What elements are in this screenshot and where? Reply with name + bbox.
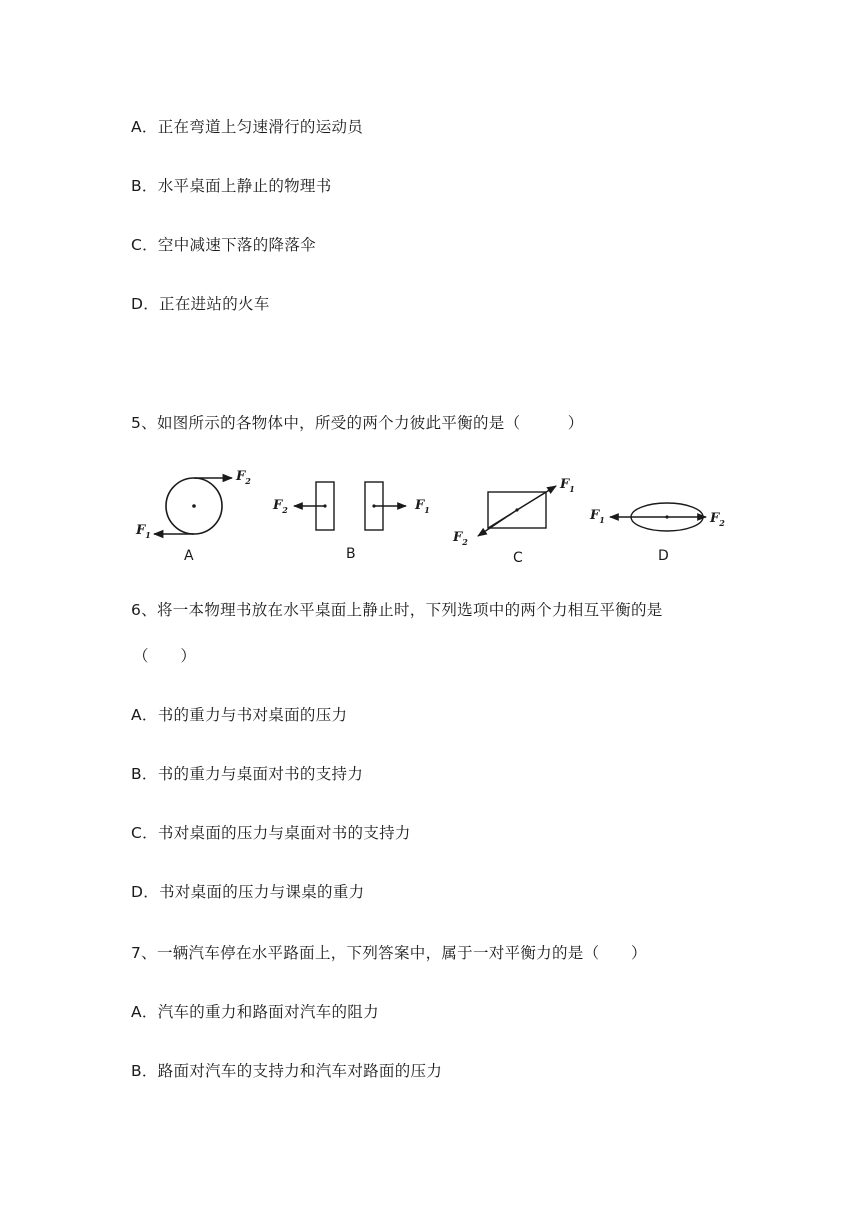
q7-option-b: B．路面对汽车的支持力和汽车对路面的压力: [131, 1062, 443, 1080]
option-b: B．水平桌面上静止的物理书: [131, 177, 332, 195]
panel-a-diagram: [135, 469, 251, 564]
caption-a: A: [184, 548, 194, 564]
caption-c: C: [513, 550, 523, 566]
q6-option-a: A．书的重力与书对桌面的压力: [131, 706, 348, 724]
question-6-stem-line2: （ ）: [133, 647, 197, 665]
option-a: A．正在弯道上匀速滑行的运动员: [131, 118, 364, 136]
option-c: C．空中减速下落的降落伞: [131, 236, 316, 254]
label-f1: $F_1$: [136, 523, 151, 540]
label-f1-b: $F_1$: [415, 498, 430, 515]
label-f1-d: $F_1$: [590, 508, 605, 525]
label-f2-c: $F_2$: [453, 530, 468, 547]
label-f2-b: $F_2$: [273, 498, 288, 515]
q7-option-a: A．汽车的重力和路面对汽车的阻力: [131, 1003, 379, 1021]
label-f1-c: $F_1$: [560, 477, 575, 494]
question-7-stem: 7、一辆汽车停在水平路面上，下列答案中，属于一对平衡力的是（ ）: [131, 944, 647, 962]
panel-d-diagram: [589, 503, 725, 564]
q6-option-c: C．书对桌面的压力与桌面对书的支持力: [131, 824, 411, 842]
caption-b: B: [346, 546, 356, 562]
label-f2-d: $F_2$: [710, 511, 725, 528]
question-5-stem: 5、如图所示的各物体中，所受的两个力彼此平衡的是（ ）: [131, 414, 584, 432]
panel-b-diagram: [272, 482, 430, 562]
option-d: D．正在进站的火车: [131, 295, 270, 313]
force-arrow-f2-c: [478, 510, 517, 536]
q6-option-d: D．书对桌面的压力与课桌的重力: [131, 883, 365, 901]
caption-d: D: [658, 548, 669, 564]
panel-c-diagram: [452, 477, 575, 566]
force-arrow-f1-c: [517, 486, 556, 510]
force-diagram-figure: [130, 462, 740, 572]
center-dot: [192, 504, 196, 508]
q6-option-b: B．书的重力与桌面对书的支持力: [131, 765, 364, 783]
label-f2: $F_2$: [236, 469, 251, 486]
question-6-stem-line1: 6、将一本物理书放在水平桌面上静止时，下列选项中的两个力相互平衡的是: [131, 601, 663, 619]
